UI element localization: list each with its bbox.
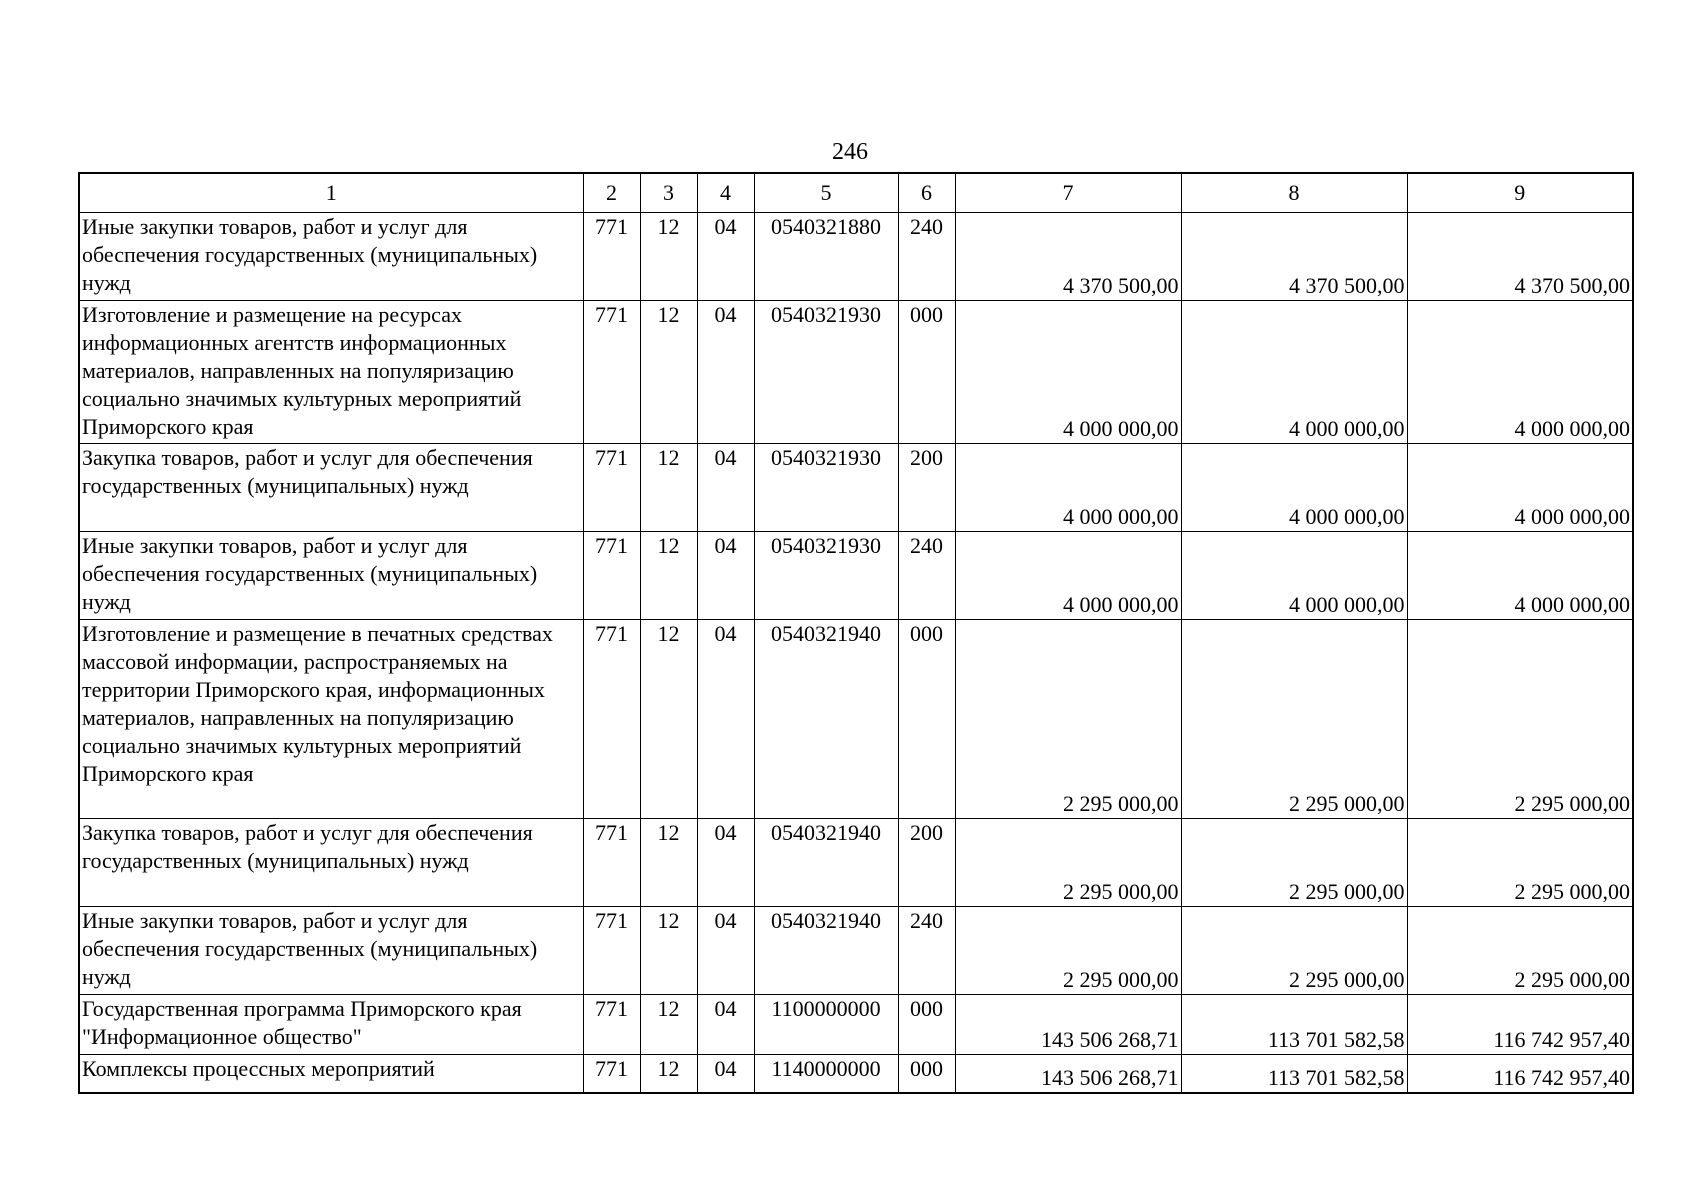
cell-code-2: 771 <box>583 301 640 444</box>
table-row <box>79 301 1633 444</box>
column-header: 8 <box>1181 173 1407 213</box>
cell-amount-7: 4 370 500,00 <box>955 213 1181 301</box>
cell-code-3: 12 <box>640 532 697 620</box>
cell-amount-8: 2 295 000,00 <box>1181 907 1407 995</box>
table-row <box>79 1055 1633 1093</box>
cell-code-3: 12 <box>640 819 697 907</box>
table-row <box>79 213 1633 301</box>
table-row <box>79 620 1633 819</box>
cell-amount-8: 4 000 000,00 <box>1181 444 1407 532</box>
cell-amount-9: 116 742 957,40 <box>1407 995 1633 1055</box>
column-header: 2 <box>583 173 640 213</box>
column-header: 3 <box>640 173 697 213</box>
row-name: Закупка товаров, работ и услуг для обеспечения государственных (муниципальных) нужд <box>79 819 583 907</box>
cell-code-5: 0540321940 <box>754 907 898 995</box>
cell-code-4: 04 <box>697 995 754 1055</box>
cell-code-6: 240 <box>898 907 955 995</box>
cell-amount-7: 2 295 000,00 <box>955 907 1181 995</box>
cell-amount-8: 2 295 000,00 <box>1181 620 1407 819</box>
cell-amount-7: 143 506 268,71 <box>955 995 1181 1055</box>
cell-code-4: 04 <box>697 819 754 907</box>
cell-code-3: 12 <box>640 301 697 444</box>
table-row <box>79 995 1633 1055</box>
cell-code-2: 771 <box>583 213 640 301</box>
cell-amount-8: 4 000 000,00 <box>1181 301 1407 444</box>
column-header: 7 <box>955 173 1181 213</box>
column-header: 9 <box>1407 173 1633 213</box>
cell-code-2: 771 <box>583 1055 640 1093</box>
cell-code-5: 0540321930 <box>754 444 898 532</box>
cell-code-5: 1100000000 <box>754 995 898 1055</box>
cell-code-4: 04 <box>697 532 754 620</box>
row-name: Закупка товаров, работ и услуг для обеспечения государственных (муниципальных) нужд <box>79 444 583 532</box>
row-name: Государственная программа Приморского края "Информационное общество" <box>79 995 583 1055</box>
cell-amount-7: 2 295 000,00 <box>955 819 1181 907</box>
cell-amount-8: 4 370 500,00 <box>1181 213 1407 301</box>
cell-code-3: 12 <box>640 620 697 819</box>
table-header-row <box>79 173 1633 213</box>
cell-amount-9: 2 295 000,00 <box>1407 907 1633 995</box>
cell-code-6: 200 <box>898 444 955 532</box>
cell-amount-7: 4 000 000,00 <box>955 301 1181 444</box>
cell-code-3: 12 <box>640 444 697 532</box>
cell-code-4: 04 <box>697 1055 754 1093</box>
cell-code-2: 771 <box>583 819 640 907</box>
cell-code-5: 0540321940 <box>754 819 898 907</box>
cell-code-6: 000 <box>898 620 955 819</box>
table-row <box>79 819 1633 907</box>
cell-amount-9: 4 000 000,00 <box>1407 532 1633 620</box>
row-name: Изготовление и размещение в печатных средствах массовой информации, распространяемых на территории Приморского края, информационных материалов, направленных на популяризацию социально значимых культурных мероприятий Приморского края <box>79 620 583 819</box>
cell-code-5: 0540321940 <box>754 620 898 819</box>
cell-amount-7: 2 295 000,00 <box>955 620 1181 819</box>
table-row <box>79 532 1633 620</box>
cell-amount-9: 2 295 000,00 <box>1407 620 1633 819</box>
cell-code-4: 04 <box>697 444 754 532</box>
column-header: 5 <box>754 173 898 213</box>
cell-code-2: 771 <box>583 620 640 819</box>
cell-code-4: 04 <box>697 213 754 301</box>
cell-amount-9: 4 000 000,00 <box>1407 444 1633 532</box>
row-name: Иные закупки товаров, работ и услуг для обеспечения государственных (муниципальных) нужд <box>79 213 583 301</box>
cell-amount-9: 4 370 500,00 <box>1407 213 1633 301</box>
cell-code-5: 0540321930 <box>754 532 898 620</box>
cell-code-3: 12 <box>640 213 697 301</box>
cell-amount-8: 2 295 000,00 <box>1181 819 1407 907</box>
cell-amount-7: 4 000 000,00 <box>955 444 1181 532</box>
cell-amount-9: 116 742 957,40 <box>1407 1055 1633 1093</box>
cell-code-3: 12 <box>640 907 697 995</box>
cell-code-5: 0540321880 <box>754 213 898 301</box>
cell-code-5: 0540321930 <box>754 301 898 444</box>
cell-code-2: 771 <box>583 907 640 995</box>
cell-amount-8: 113 701 582,58 <box>1181 995 1407 1055</box>
row-name: Изготовление и размещение на ресурсах информационных агентств информационных материалов, направленных на популяризацию социально значимых культурных мероприятий Приморского края <box>79 301 583 444</box>
cell-code-6: 240 <box>898 532 955 620</box>
cell-code-6: 000 <box>898 995 955 1055</box>
budget-table <box>78 172 1634 1094</box>
cell-code-4: 04 <box>697 907 754 995</box>
cell-code-4: 04 <box>697 620 754 819</box>
cell-code-3: 12 <box>640 1055 697 1093</box>
cell-amount-8: 113 701 582,58 <box>1181 1055 1407 1093</box>
cell-amount-8: 4 000 000,00 <box>1181 532 1407 620</box>
column-header: 1 <box>79 173 583 213</box>
cell-amount-9: 2 295 000,00 <box>1407 819 1633 907</box>
cell-code-5: 1140000000 <box>754 1055 898 1093</box>
cell-amount-9: 4 000 000,00 <box>1407 301 1633 444</box>
row-name: Комплексы процессных мероприятий <box>79 1055 583 1093</box>
cell-amount-7: 4 000 000,00 <box>955 532 1181 620</box>
page-number: 246 <box>832 139 868 165</box>
cell-code-2: 771 <box>583 995 640 1055</box>
cell-code-2: 771 <box>583 532 640 620</box>
column-header: 4 <box>697 173 754 213</box>
column-header: 6 <box>898 173 955 213</box>
table-row <box>79 444 1633 532</box>
table-row <box>79 907 1633 995</box>
cell-code-4: 04 <box>697 301 754 444</box>
row-name: Иные закупки товаров, работ и услуг для обеспечения государственных (муниципальных) нужд <box>79 532 583 620</box>
cell-code-2: 771 <box>583 444 640 532</box>
cell-code-3: 12 <box>640 995 697 1055</box>
row-name: Иные закупки товаров, работ и услуг для обеспечения государственных (муниципальных) нужд <box>79 907 583 995</box>
cell-amount-7: 143 506 268,71 <box>955 1055 1181 1093</box>
cell-code-6: 200 <box>898 819 955 907</box>
cell-code-6: 000 <box>898 1055 955 1093</box>
cell-code-6: 000 <box>898 301 955 444</box>
cell-code-6: 240 <box>898 213 955 301</box>
